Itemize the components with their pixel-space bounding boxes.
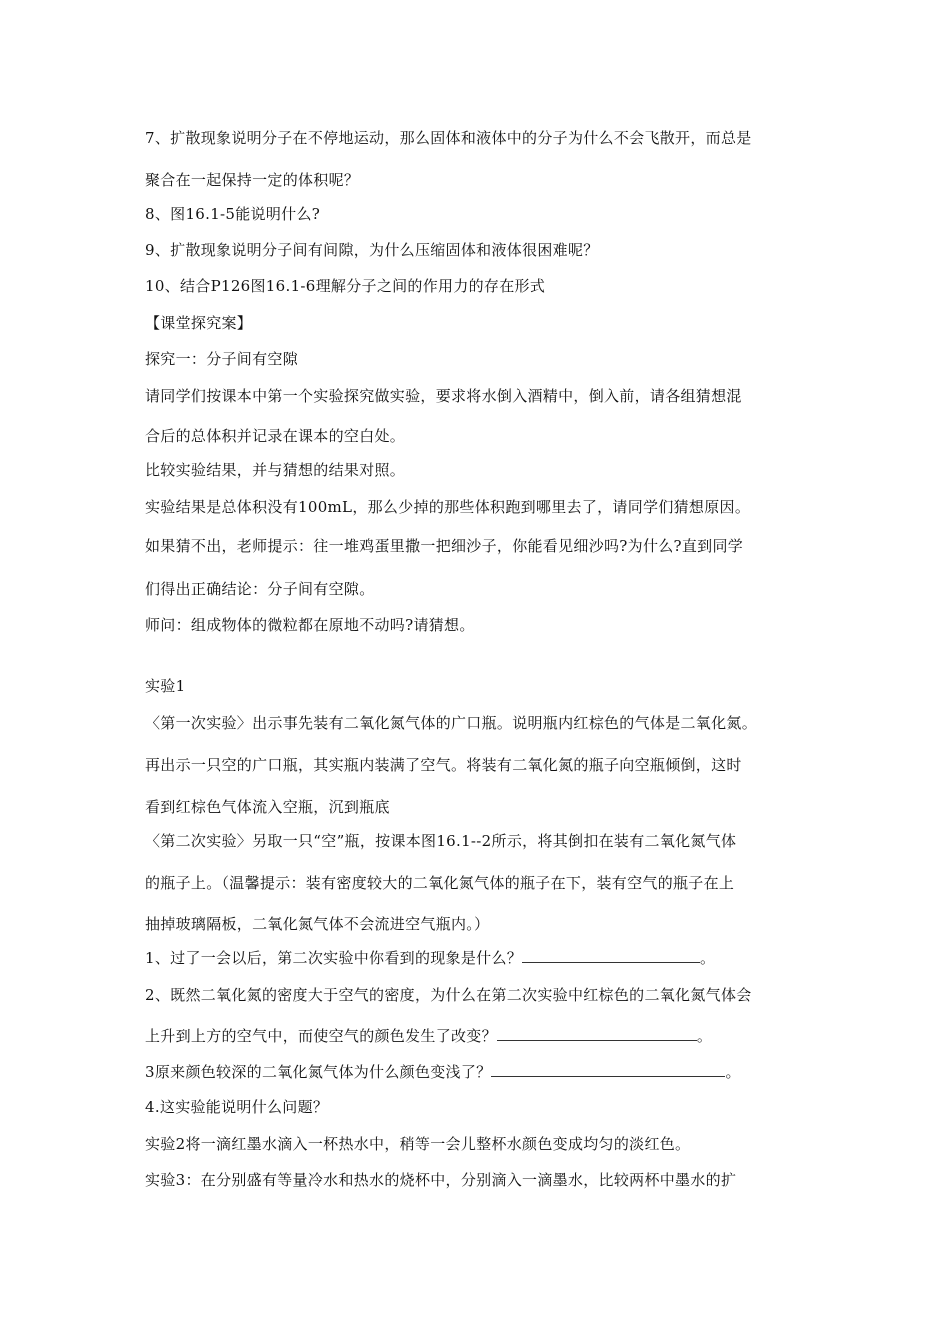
exp-question-3 (145, 1062, 825, 1082)
question-10: 10、结合P126图16.1-6理解分子之间的作用力的存在形式 (145, 277, 546, 295)
question-7-line-1: 7、扩散现象说明分子在不停地运动，那么固体和液体中的分子为什么不会飞散开，而总是 (145, 129, 752, 147)
second-experiment-line-3: 抽掉玻璃隔板，二氧化氮气体不会流进空气瓶内。） (145, 915, 490, 933)
exp-question-1-text: 1、过了一会以后，第二次实验中你看到的现象是什么？ (145, 949, 523, 967)
exp-question-3-text: 3原来颜色较深的二氧化氮气体为什么颜色变浅了？ (145, 1063, 492, 1081)
first-experiment-line-1: 〈第一次实验〉出示事先装有二氧化氮气体的广口瓶。说明瓶内红棕色的气体是二氧化氮。 (145, 714, 758, 732)
exp-question-2-line-1: 2、既然二氧化氮的密度大于空气的密度，为什么在第二次实验中红棕色的二氧化氮气体会 (145, 986, 752, 1004)
second-experiment-line-1: 〈第二次实验〉另取一只“空”瓶，按课本图16.1--2所示，将其倒扣在装有二氧化氮气体 (145, 832, 737, 850)
first-experiment-line-2: 再出示一只空的广口瓶，其实瓶内装满了空气。将装有二氧化氮的瓶子向空瓶倾倒，这时 (145, 756, 742, 774)
inquiry-paragraph-4-line-1: 如果猜不出，老师提示：往一堆鸡蛋里撒一把细沙子，你能看见细沙吗?为什么?直到同学 (145, 537, 744, 555)
experiment-3: 实验3：在分别盛有等量冷水和热水的烧杯中，分别滴入一滴墨水，比较两杯中墨水的扩 (145, 1171, 737, 1189)
inquiry-paragraph-1-line-2: 合后的总体积并记录在课本的空白处。 (145, 427, 406, 445)
exp-question-4: 4.这实验能说明什么问题？ (145, 1098, 329, 1116)
answer-blank-2[interactable] (497, 1026, 697, 1041)
answer-blank-3[interactable] (491, 1062, 725, 1077)
section-heading: 【课堂探究案】 (145, 314, 253, 332)
end-mark: 。 (696, 1027, 713, 1045)
exp-question-1 (145, 948, 825, 968)
experiment-1-title: 实验1 (145, 677, 186, 695)
first-experiment-line-3: 看到红棕色气体流入空瓶，沉到瓶底 (145, 798, 390, 816)
inquiry-paragraph-3: 实验结果是总体积没有100mL，那么少掉的那些体积跑到哪里去了，请同学们猜想原因。 (145, 498, 751, 516)
second-experiment-line-2: 的瓶子上。（温馨提示：装有密度较大的二氧化氮气体的瓶子在下，装有空气的瓶子在上 (145, 874, 735, 892)
inquiry-paragraph-2: 比较实验结果，并与猜想的结果对照。 (145, 461, 406, 479)
question-8: 8、图16.1-5能说明什么? (145, 205, 321, 223)
experiment-2: 实验2将一滴红墨水滴入一杯热水中，稍等一会儿整杯水颜色变成均匀的淡红色。 (145, 1135, 691, 1153)
exp-question-2-line-2 (145, 1026, 825, 1046)
inquiry-one-title: 探究一：分子间有空隙 (145, 350, 299, 368)
question-9: 9、扩散现象说明分子间有间隙，为什么压缩固体和液体很困难呢？ (145, 241, 599, 259)
end-mark: 。 (725, 1063, 741, 1081)
teacher-question: 师问：组成物体的微粒都在原地不动吗?请猜想。 (145, 616, 475, 634)
inquiry-paragraph-4-line-2: 们得出正确结论：分子间有空隙。 (145, 580, 375, 598)
exp-question-2-text: 上升到上方的空气中，而使空气的颜色发生了改变？ (145, 1027, 497, 1045)
answer-blank-1[interactable] (522, 948, 700, 963)
question-7-line-2: 聚合在一起保持一定的体积呢？ (145, 171, 360, 189)
end-mark: 。 (700, 949, 716, 967)
inquiry-paragraph-1-line-1: 请同学们按课本中第一个实验探究做实验，要求将水倒入酒精中，倒入前，请各组猜想混 (145, 387, 742, 405)
